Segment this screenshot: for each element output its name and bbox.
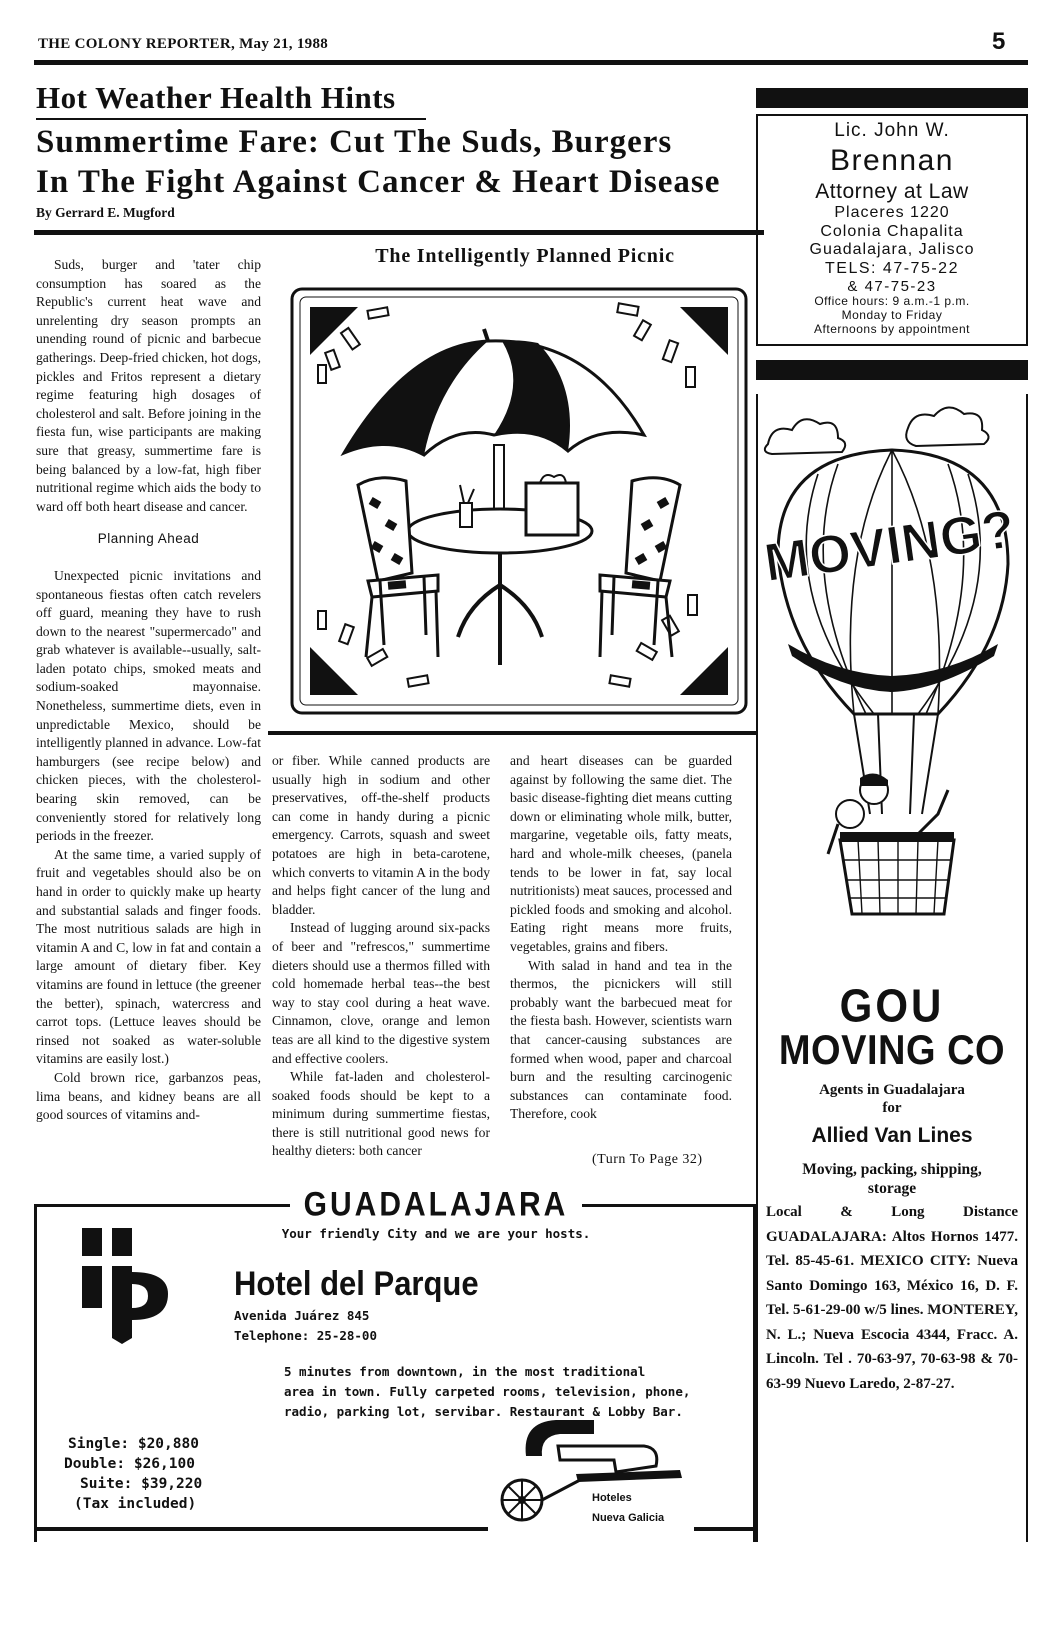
col2-paragraph: or fiber. While canned products are usually high in sodium and other preservatives, off-the-shelf products can come in handy during a picnic emergency. Carrots, squash and sweet potatoes are high in beta-carotene, which converts to vitamin A in the body and helps fight cancer of the lung and bladder. — [272, 753, 490, 917]
col2-paragraph: While fat-laden and cholesterol-soaked foods should be kept to a minimum during summertime fiestas, there is still nutritional good news for healthy dieters: both cancer — [272, 1069, 490, 1159]
hotel-ad-left-rule — [34, 1204, 37, 1542]
article-headline-2: In The Fight Against Cancer & Heart Disease — [36, 164, 721, 200]
article-headline-1: Summertime Fare: Cut The Suds, Burgers — [36, 124, 673, 160]
moving-headline: MOVING? — [760, 498, 1019, 594]
article-column-2 — [272, 752, 490, 1161]
article-kicker: Hot Weather Health Hints — [36, 80, 396, 115]
moving-ad-top-bar — [756, 360, 1028, 380]
illustration-title: The Intelligently Planned Picnic — [375, 245, 675, 267]
article-subhead: Planning Ahead — [97, 531, 200, 547]
hotel-chain-2: Nueva Galicia — [592, 1512, 665, 1524]
moving-for: for — [882, 1100, 902, 1116]
hotel-desc-1: 5 minutes from downtown, in the most traditional — [284, 1364, 646, 1379]
lawyer-title: Lic. John W. — [834, 120, 950, 141]
moving-allied: Allied Van Lines — [811, 1124, 973, 1147]
picnic-drawing — [288, 285, 750, 717]
hotel-ad-bottom-right-rule — [694, 1527, 756, 1531]
hotel-tagline: Your friendly City and we are your hosts. — [281, 1226, 591, 1241]
col1-paragraph: Unexpected picnic invitations and spontaneous fiestas often catch revelers off guard, meaning they have to rush down to the nearest "supermercado" and grab whatever is available--usually, salt-laden potato chips, smoked meats and sodium-soaked mayonnaise. Nonetheless, summertime diets, even in unpredictable Mexico, should be intelligently planned in advance. Low-fat hamburgers (see recipe below) and chicken pieces, with the cholesterol-bearing skin removed, can be conveniently stored for relatively long periods in the freezer. — [36, 567, 261, 844]
lawyer-afternoons: Afternoons by appointment — [814, 321, 970, 336]
kicker-rule — [36, 118, 426, 120]
moving-details: Local & Long Distance GUADALAJARA: Altos Hornos 1477. Tel. 85-45-61. MEXICO CITY: Nueva Santo Domingo 163, México 16, D. F. Tel. 5-61-29-00 w/5 lines. MONTEREY, N. L.; Nueva Escocia 4344, Fracc. A. Lincoln. Tel . 70-63-97, 70-63-98 & 70-63-99 Nuevo Laredo, 2-87-27. — [766, 1204, 1018, 1392]
article-column-1 — [36, 256, 261, 1125]
lawyer-city: Guadalajara, Jalisco — [809, 241, 975, 259]
hotel-ad-bottom-left-rule — [34, 1527, 488, 1531]
page-number: 5 — [992, 28, 1006, 55]
hotel-name: Hotel del Parque — [234, 1264, 479, 1303]
hotel-ad-top-left-rule — [34, 1204, 290, 1207]
hotel-tax: (Tax included) — [74, 1496, 197, 1512]
moving-services: Moving, packing, shipping, storage — [802, 1161, 982, 1197]
lawyer-address1: Placeres 1220 — [834, 204, 950, 222]
moving-company-2: MOVING CO — [778, 1027, 1006, 1075]
hotel-chain-1: Hoteles — [592, 1492, 632, 1504]
lawyer-address2: Colonia Chapalita — [820, 222, 964, 240]
hotel-price-suite: Suite: $39,220 — [80, 1476, 203, 1492]
hotel-ad-right-rule — [753, 1204, 756, 1542]
col3-paragraph: With salad in hand and tea in the thermos, the picnickers will still probably want the barbecued meat for the fiesta bash. However, scientists warn that cancer-causing substances are formed when wood, paper and charcoal burn and the resulting carcinogenic substances can contaminate food. Therefore, cook — [510, 957, 732, 1122]
headline-rule — [34, 230, 764, 235]
lawyer-tels: TELS: 47-75-22 — [825, 259, 959, 277]
article-byline: By Gerrard E. Mugford — [36, 205, 175, 220]
lawyer-profession: Attorney at Law — [815, 180, 969, 204]
picnic-illustration — [288, 285, 750, 717]
masthead-publication: THE COLONY REPORTER, May 21, 1988 — [38, 36, 329, 52]
hotel-ad — [34, 1185, 756, 1542]
col1-paragraph: At the same time, a varied supply of fruit and vegetables should also be on hand in order to quickly make up hearty and substantial salads and finger foods. The most nutritious salads are high in vitamin A and C, low in fat and contain a large amount of dietary fiber. Key vitamins are found in lettuce (the greener the better), spinach, watercress and carrot tops. (Lettuce leaves should be rinsed not soaked as water-soluble vitamins are easily lost.) — [36, 846, 261, 1067]
illustration-rule — [268, 731, 756, 735]
hotel-price-single: Single: $20,880 — [68, 1436, 199, 1452]
masthead-rule — [34, 60, 1028, 65]
hotel-phone: Telephone: 25-28-00 — [234, 1328, 377, 1343]
hotel-desc-2: area in town. Fully carpeted rooms, television, phone, — [284, 1384, 691, 1399]
lawyer-ad-top-bar — [756, 88, 1028, 108]
col1-paragraph: Cold brown rice, garbanzos peas, lima beans, and kidney beans are all good sources of vitamins and- — [36, 1069, 261, 1123]
hotel-logo-icon — [78, 1226, 170, 1344]
col2-paragraph: Instead of lugging around six-packs of beer and "refrescos," summertime dieters should use a thermos filled with cold homemade herbal teas--the best way to stay cool during a heat wave. Cinnamon, clove, orange and lemon teas are all kind to the digestive system and effective coolers. — [272, 920, 490, 1066]
hotel-desc-3: radio, parking lot, servibar. Restaurant & Lobby Bar. — [284, 1404, 683, 1419]
hotel-city: GUADALAJARA — [303, 1185, 569, 1224]
moving-company-1: GOU — [839, 979, 945, 1032]
lawyer-tels2: & 47-75-23 — [847, 278, 937, 296]
lawyer-days: Monday to Friday — [841, 308, 943, 323]
moving-agents: Agents in Guadalajara — [819, 1082, 965, 1098]
lawyer-hours: Office hours: 9 a.m.-1 p.m. — [814, 294, 970, 309]
hotel-address: Avenida Juárez 845 — [234, 1308, 370, 1323]
lawyer-name: Brennan — [830, 143, 954, 177]
lawyer-ad — [756, 114, 1028, 346]
hotel-price-double: Double: $26,100 — [64, 1456, 195, 1472]
hot-air-balloon-icon — [758, 394, 1026, 984]
col3-paragraph: and heart diseases can be guarded against by following the same diet. The basic disease-fighting diet means cutting down or eliminating whole milk, butter, margarine, vegetable oils, fatty meats, hard and whole-milk cheeses, (panela tends to be lower in fat, say local nutritionists) meat sauces, processed and pickled foods and smoking and alcohol. Eating right means more fruits, vegetables, grains and fibers. — [510, 753, 732, 954]
moving-ad — [756, 394, 1028, 1542]
continued-line: (Turn To Page 32) — [592, 1152, 703, 1167]
article-column-3 — [510, 752, 732, 1124]
hotel-ad-top-right-rule — [582, 1204, 756, 1207]
col1-paragraph: Suds, burger and 'tater chip consumption has soared as the Republic's current heat wave and unrelenting dry season prompts an unending round of picnic and barbecue gatherings. Deep-fried chicken, hot dogs, pickles and Fritos represent a dietary regime featuring high dosages of cholesterol and salt. Before joining in the fiesta fun, wise participants are making sure that greasy, summertime fare is being balanced by a low-fat, high fiber nutritional regime which aids the body to ward off both heart disease and cancer. — [36, 257, 261, 514]
